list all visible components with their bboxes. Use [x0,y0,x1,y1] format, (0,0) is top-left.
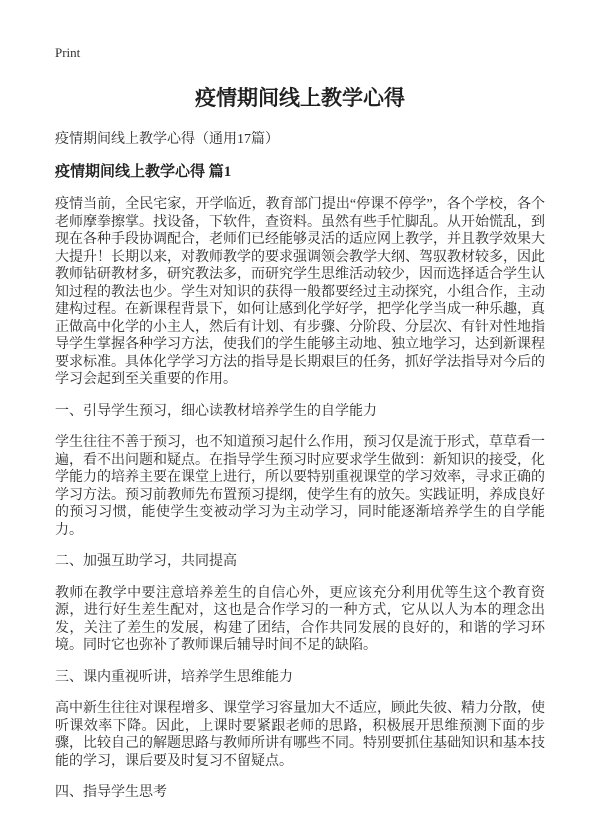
section-heading: 三、课内重视听讲，培养学生思维能力 [55,669,293,685]
document-subtitle: 疫情期间线上教学心得（通用17篇） [55,132,279,148]
article-heading: 疫情期间线上教学心得 篇1 [55,163,232,180]
page-title: 疫情期间线上教学心得 [195,86,405,110]
section-heading: 一、引导学生预习，细心读教材培养学生的自学能力 [55,403,377,419]
section-heading: 二、加强互助学习，共同提高 [55,554,237,570]
body-paragraph: 学生往往不善于预习，也不知道预习起什么作用，预习仅是流于形式，草草看一遍，看不出问题和疑点。在指导学生预习时应要求学生做到：新知识的接受，化学能力的培养主要在课堂上进行，所以要特别重视课堂的学习效率，寻求正确的学习方法。预习前教师先布置预习提纲，使学生有的放矢。实践证明，养成良好的预习习惯，能使学生变被动学习为主动学习，同时能逐渐培养学生的自学能力。 [55,435,545,538]
body-paragraph: 疫情当前，全民宅家，开学临近，教育部门提出“停课不停学”，各个学校，各个老师摩拳擦掌。找设备，下软件，查资料。虽然有些手忙脚乱。从开始慌乱，到现在各种手段协调配合，老师们已经能够灵活的适应网上教学，并且教学效果大大提升！长期以来，对教师教学的要求强调领会教学大纲、驾驭教材较多，因此教师钻研教材多，研究教法多，而研究学生思维活动较少，因而选择适合学生认知过程的教法也少。学生对知识的获得一般都要经过主动探究，小组合作，主动建构过程。在新课程背景下，如何让感到化学好学，把学化学当成一种乐趣，真正做高中化学的小主人，然后有计划、有步骤、分阶段、分层次、有针对性地指导学生掌握各种学习方法，使我们的学生能够主动地、独立地学习，达到新课程要求标准。具体化学学习方法的指导是长期艰巨的任务，抓好学法指导对今后的学习会起到至关重要的作用。 [55,197,545,388]
article-body [55,196,545,802]
body-paragraph: 教师在教学中要注意培养差生的自信心外，更应该充分利用优等生这个教育资源，进行好生差生配对，这也是合作学习的一种方式，它从以人为本的理念出发，关注了差生的发展，构建了团结，合作共同发展的良好的，和谐的学习环境。同时它也弥补了教师课后辅导时间不足的缺陷。 [55,585,545,654]
section-heading: 四、指导学生思考 [55,785,167,801]
body-paragraph: 高中新生往往对课程增多、课堂学习容量加大不适应，顾此失彼、精力分散，使听课效率下降。因此，上课时要紧跟老师的思路，积极展开思维预测下面的步骤，比较自己的解题思路与教师所讲有哪些不同。特别要抓住基础知识和基本技能的学习，课后要及时复习不留疑点。 [55,701,545,769]
print-link[interactable]: Print [55,45,81,60]
